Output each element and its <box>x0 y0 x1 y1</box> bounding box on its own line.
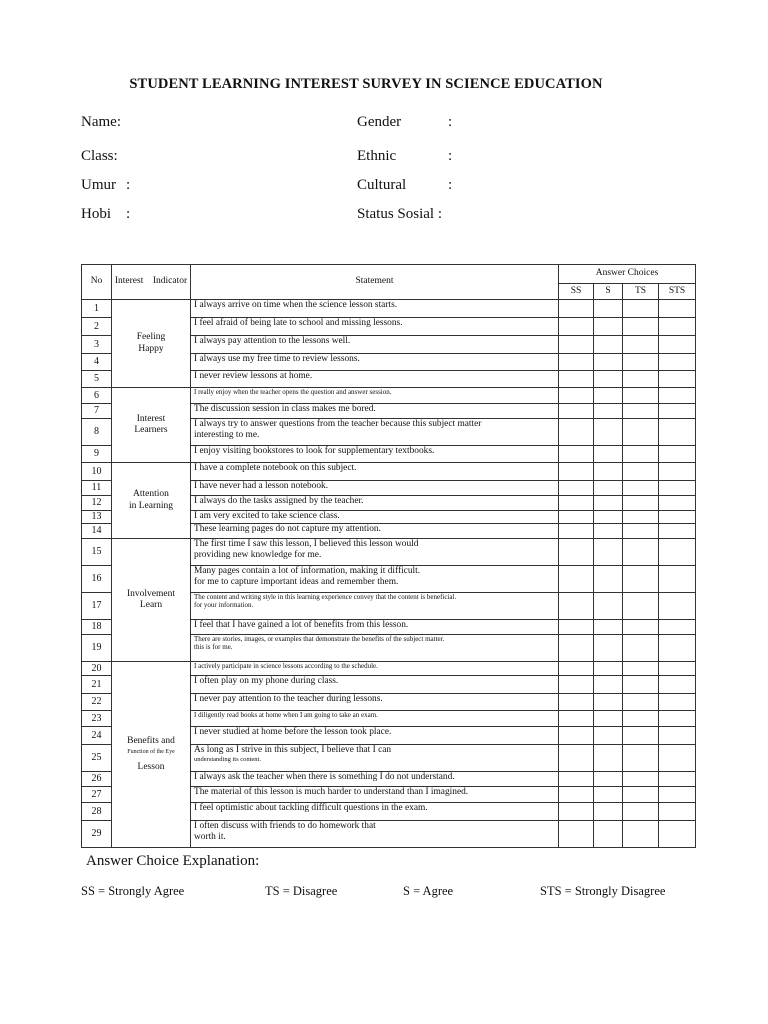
answer-cell-ts[interactable] <box>623 336 659 354</box>
answer-cell-sts[interactable] <box>659 745 696 772</box>
statement-text: I actively participate in science lessons according to the schedule. <box>194 662 378 670</box>
answer-cell-sts[interactable] <box>659 419 696 446</box>
answer-cell-ss[interactable] <box>559 354 594 371</box>
answer-cell-ts[interactable] <box>623 404 659 419</box>
statement-text: I feel afraid of being late to school and missing lessons. <box>194 318 403 328</box>
statement-cell <box>191 354 559 371</box>
statement-text: The material of this lesson is much harder to understand than I imagined. <box>194 787 469 797</box>
answer-cell-ss[interactable] <box>559 371 594 388</box>
indicator-label: Attention <box>133 489 169 500</box>
answer-cell-sts[interactable] <box>659 772 696 787</box>
answer-cell-ss[interactable] <box>559 318 594 336</box>
gender-colon: : <box>448 114 453 130</box>
indicator-cell <box>112 300 191 388</box>
answer-cell-sts[interactable] <box>659 463 696 481</box>
answer-cell-ts[interactable] <box>623 419 659 446</box>
answer-cell-s[interactable] <box>594 419 623 446</box>
answer-cell-ts[interactable] <box>623 463 659 481</box>
answer-cell-s[interactable] <box>594 635 623 662</box>
table-row <box>82 539 696 566</box>
answer-cell-ts[interactable] <box>623 711 659 727</box>
answer-cell-sts[interactable] <box>659 711 696 727</box>
indicator-cell <box>112 388 191 463</box>
hobi-colon: : <box>126 206 131 222</box>
statement-text: The content and writing style in this learning experience convey that the content is beneficial. <box>194 593 457 601</box>
row-number: 13 <box>82 511 112 524</box>
answer-cell-sts[interactable] <box>659 336 696 354</box>
row-number: 21 <box>82 676 112 694</box>
statement-text: I never review lessons at home. <box>194 371 313 381</box>
answer-cell-sts[interactable] <box>659 676 696 694</box>
row-number: 18 <box>82 620 112 635</box>
header-interest-indicator <box>112 265 191 300</box>
row-number: 16 <box>82 566 112 593</box>
row-number: 14 <box>82 524 112 539</box>
statement-text: The first time I saw this lesson, I believed this lesson would <box>194 539 419 549</box>
statement-cell <box>191 620 559 635</box>
answer-cell-s[interactable] <box>594 318 623 336</box>
statement-text: I often discuss with friends to do homework that <box>194 821 376 831</box>
row-number: 11 <box>82 481 112 496</box>
answer-cell-s[interactable] <box>594 772 623 787</box>
answer-cell-ts[interactable] <box>623 821 659 848</box>
statement-cell <box>191 511 559 524</box>
umur-label: Umur <box>81 177 116 193</box>
answer-cell-ss[interactable] <box>559 635 594 662</box>
answer-cell-sts[interactable] <box>659 566 696 593</box>
statement-cell <box>191 593 559 620</box>
statement-text: I really enjoy when the teacher opens the question and answer session. <box>194 388 392 396</box>
statement-text: I never pay attention to the teacher during lessons. <box>194 694 383 704</box>
answer-cell-s[interactable] <box>594 694 623 711</box>
row-number: 15 <box>82 539 112 566</box>
indicator-cell <box>112 539 191 662</box>
answer-cell-s[interactable] <box>594 566 623 593</box>
statement-text: These learning pages do not capture my attention. <box>194 524 381 534</box>
row-number: 19 <box>82 635 112 662</box>
statement-cell <box>191 745 559 772</box>
indicator-label: Learn <box>139 600 163 610</box>
indicator-cell <box>112 463 191 539</box>
cultural-colon: : <box>448 177 453 193</box>
answer-cell-ts[interactable] <box>623 620 659 635</box>
answer-cell-ss[interactable] <box>559 446 594 463</box>
statement-text: I always pay attention to the lessons well. <box>194 336 351 346</box>
answer-cell-ts[interactable] <box>623 446 659 463</box>
row-number: 22 <box>82 694 112 711</box>
header-no: No <box>82 265 112 300</box>
statement-cell <box>191 388 559 404</box>
statement-cell <box>191 446 559 463</box>
answer-cell-s[interactable] <box>594 662 623 676</box>
statement-cell <box>191 318 559 336</box>
row-number: 1 <box>82 300 112 318</box>
answer-cell-s[interactable] <box>594 803 623 821</box>
statement-text: I always arrive on time when the science lesson starts. <box>194 300 398 310</box>
answer-cell-s[interactable] <box>594 388 623 404</box>
answer-cell-ss[interactable] <box>559 463 594 481</box>
row-number: 26 <box>82 772 112 787</box>
answer-cell-ts[interactable] <box>623 593 659 620</box>
statement-text-continued: for me to capture important ideas and remember them. <box>194 577 399 588</box>
answer-cell-sts[interactable] <box>659 496 696 511</box>
answer-cell-ss[interactable] <box>559 772 594 787</box>
answer-cell-s[interactable] <box>594 524 623 539</box>
answer-cell-s[interactable] <box>594 821 623 848</box>
statement-text: I always ask the teacher when there is something I do not understand. <box>194 772 455 782</box>
answer-cell-ss[interactable] <box>559 300 594 318</box>
answer-cell-ts[interactable] <box>623 694 659 711</box>
answer-cell-sts[interactable] <box>659 635 696 662</box>
statement-cell <box>191 803 559 821</box>
table-row <box>82 300 696 318</box>
statement-cell <box>191 566 559 593</box>
answer-cell-ts[interactable] <box>623 787 659 803</box>
explanation-s: S = Agree <box>403 884 454 898</box>
explanation-sts: STS = Strongly Disagree <box>540 884 666 898</box>
answer-cell-s[interactable] <box>594 371 623 388</box>
answer-cell-sts[interactable] <box>659 821 696 848</box>
answer-cell-sts[interactable] <box>659 662 696 676</box>
answer-cell-ss[interactable] <box>559 419 594 446</box>
header-answer-choices: Answer Choices <box>559 265 696 284</box>
header-interest: Interest <box>114 276 144 287</box>
answer-cell-ts[interactable] <box>623 300 659 318</box>
answer-cell-ts[interactable] <box>623 772 659 787</box>
answer-cell-ts[interactable] <box>623 318 659 336</box>
row-number: 6 <box>82 388 112 404</box>
statement-text: I feel optimistic about tackling difficult questions in the exam. <box>194 803 428 813</box>
answer-cell-sts[interactable] <box>659 404 696 419</box>
ethnic-colon: : <box>448 148 453 164</box>
statement-cell <box>191 727 559 745</box>
cultural-label: Cultural <box>357 177 407 193</box>
statement-cell <box>191 419 559 446</box>
answer-cell-ss[interactable] <box>559 676 594 694</box>
statement-cell <box>191 300 559 318</box>
answer-cell-s[interactable] <box>594 496 623 511</box>
answer-cell-s[interactable] <box>594 676 623 694</box>
answer-cell-sts[interactable] <box>659 593 696 620</box>
answer-cell-ss[interactable] <box>559 566 594 593</box>
answer-cell-ss[interactable] <box>559 336 594 354</box>
answer-cell-sts[interactable] <box>659 354 696 371</box>
hobi-label: Hobi <box>81 206 111 222</box>
answer-cell-ts[interactable] <box>623 371 659 388</box>
answer-cell-sts[interactable] <box>659 371 696 388</box>
statement-cell <box>191 404 559 419</box>
indicator-label: Function of the Eye <box>127 749 175 756</box>
answer-cell-ss[interactable] <box>559 711 594 727</box>
answer-cell-s[interactable] <box>594 481 623 496</box>
row-number: 24 <box>82 727 112 745</box>
answer-cell-s[interactable] <box>594 593 623 620</box>
survey-title: STUDENT LEARNING INTEREST SURVEY IN SCIENCE EDUCATION <box>129 76 603 92</box>
explanation-title: Answer Choice Explanation: <box>86 853 260 869</box>
statement-text: I have never had a lesson notebook. <box>194 481 329 491</box>
table-row <box>82 463 696 481</box>
statement-text: I always try to answer questions from the teacher because this subject matter <box>194 419 482 429</box>
row-number: 17 <box>82 593 112 620</box>
statement-text: There are stories, images, or examples that demonstrate the benefits of the subject matter. <box>194 635 445 643</box>
answer-cell-sts[interactable] <box>659 694 696 711</box>
indicator-label: Involvement <box>126 588 175 599</box>
class-label: Class: <box>81 148 118 164</box>
survey-table <box>81 264 696 848</box>
statement-text: I always use my free time to review lessons. <box>194 354 360 364</box>
answer-cell-s[interactable] <box>594 620 623 635</box>
answer-cell-ss[interactable] <box>559 388 594 404</box>
answer-cell-ts[interactable] <box>623 662 659 676</box>
answer-cell-ss[interactable] <box>559 539 594 566</box>
statement-text: I often play on my phone during class. <box>194 676 339 686</box>
statement-text: I enjoy visiting bookstores to look for supplementary textbooks. <box>194 446 435 456</box>
row-number: 10 <box>82 463 112 481</box>
answer-cell-ss[interactable] <box>559 694 594 711</box>
umur-colon: : <box>126 177 131 193</box>
row-number: 27 <box>82 787 112 803</box>
statement-cell <box>191 694 559 711</box>
answer-cell-sts[interactable] <box>659 803 696 821</box>
answer-cell-s[interactable] <box>594 404 623 419</box>
answer-cell-s[interactable] <box>594 511 623 524</box>
name-label: Name: <box>81 114 121 130</box>
answer-cell-ts[interactable] <box>623 524 659 539</box>
row-number: 8 <box>82 419 112 446</box>
answer-cell-ts[interactable] <box>623 481 659 496</box>
answer-cell-ts[interactable] <box>623 539 659 566</box>
row-number: 3 <box>82 336 112 354</box>
statement-cell <box>191 821 559 848</box>
row-number: 4 <box>82 354 112 371</box>
status-sosial-label: Status Sosial : <box>357 206 443 222</box>
answer-cell-ts[interactable] <box>623 388 659 404</box>
answer-cell-ss[interactable] <box>559 727 594 745</box>
answer-cell-sts[interactable] <box>659 620 696 635</box>
answer-cell-s[interactable] <box>594 463 623 481</box>
indicator-cell <box>112 662 191 848</box>
statement-text-continued: providing new knowledge for me. <box>194 550 322 561</box>
answer-cell-ss[interactable] <box>559 511 594 524</box>
answer-cell-s[interactable] <box>594 711 623 727</box>
answer-cell-s[interactable] <box>594 336 623 354</box>
answer-cell-sts[interactable] <box>659 318 696 336</box>
statement-text-continued: interesting to me. <box>194 430 260 441</box>
statement-text-continued: this is for me. <box>194 643 233 652</box>
row-number: 20 <box>82 662 112 676</box>
statement-cell <box>191 496 559 511</box>
statement-cell <box>191 787 559 803</box>
answer-cell-sts[interactable] <box>659 481 696 496</box>
answer-cell-ss[interactable] <box>559 524 594 539</box>
statement-text-continued: worth it. <box>194 832 226 843</box>
answer-cell-ts[interactable] <box>623 676 659 694</box>
indicator-label: in Learning <box>128 500 174 511</box>
answer-cell-s[interactable] <box>594 727 623 745</box>
header-statement: Statement <box>191 265 559 300</box>
row-number: 5 <box>82 371 112 388</box>
header-indicator: Indicator <box>152 276 188 287</box>
answer-cell-s[interactable] <box>594 354 623 371</box>
answer-cell-s[interactable] <box>594 446 623 463</box>
row-number: 29 <box>82 821 112 848</box>
answer-cell-sts[interactable] <box>659 300 696 318</box>
row-number: 23 <box>82 711 112 727</box>
statement-text-continued: understanding its content. <box>194 756 261 764</box>
indicator-label: Interest <box>136 413 166 424</box>
explanation-ts: TS = Disagree <box>265 884 338 898</box>
statement-text: I never studied at home before the lesson took place. <box>194 727 392 737</box>
statement-text: I diligently read books at home when I am going to take an exam. <box>194 711 378 719</box>
answer-cell-ts[interactable] <box>623 727 659 745</box>
row-number: 28 <box>82 803 112 821</box>
row-number: 2 <box>82 318 112 336</box>
answer-cell-ss[interactable] <box>559 496 594 511</box>
statement-text: I feel that I have gained a lot of benefits from this lesson. <box>194 620 409 630</box>
statement-cell <box>191 676 559 694</box>
answer-cell-ts[interactable] <box>623 745 659 772</box>
statement-text: As long as I strive in this subject, I believe that I can <box>194 745 392 755</box>
answer-cell-ts[interactable] <box>623 354 659 371</box>
header-choice-s: S <box>594 284 623 300</box>
statement-cell <box>191 635 559 662</box>
answer-cell-sts[interactable] <box>659 446 696 463</box>
answer-cell-sts[interactable] <box>659 388 696 404</box>
answer-cell-s[interactable] <box>594 300 623 318</box>
statement-cell <box>191 524 559 539</box>
statement-text: I have a complete notebook on this subject. <box>194 463 357 473</box>
statement-text: The discussion session in class makes me bored. <box>194 404 376 414</box>
answer-cell-ts[interactable] <box>623 635 659 662</box>
answer-cell-ts[interactable] <box>623 803 659 821</box>
row-number: 12 <box>82 496 112 511</box>
indicator-label: Learners <box>134 425 168 435</box>
answer-cell-s[interactable] <box>594 539 623 566</box>
row-number: 9 <box>82 446 112 463</box>
answer-cell-sts[interactable] <box>659 511 696 524</box>
statement-text: I am very excited to take science class. <box>194 511 340 521</box>
indicator-label: Happy <box>138 343 164 354</box>
answer-cell-ts[interactable] <box>623 496 659 511</box>
table-row <box>82 388 696 404</box>
statement-cell <box>191 711 559 727</box>
answer-cell-ss[interactable] <box>559 821 594 848</box>
answer-cell-sts[interactable] <box>659 787 696 803</box>
explanation-ss: SS = Strongly Agree <box>81 884 185 898</box>
indicator-label: Benefits and <box>127 736 175 747</box>
answer-cell-ss[interactable] <box>559 745 594 772</box>
answer-cell-ss[interactable] <box>559 803 594 821</box>
answer-cell-sts[interactable] <box>659 727 696 745</box>
ethnic-label: Ethnic <box>357 148 397 164</box>
answer-cell-ss[interactable] <box>559 787 594 803</box>
row-number: 7 <box>82 404 112 419</box>
indicator-label: Feeling <box>136 332 166 343</box>
gender-label: Gender <box>357 114 402 130</box>
statement-cell <box>191 336 559 354</box>
row-number: 25 <box>82 745 112 772</box>
statement-text-continued: for your information. <box>194 601 254 610</box>
statement-cell <box>191 539 559 566</box>
statement-cell <box>191 481 559 496</box>
indicator-label: Lesson <box>137 761 165 772</box>
statement-cell <box>191 371 559 388</box>
header-choice-sts: STS <box>659 284 696 300</box>
answer-cell-ss[interactable] <box>559 404 594 419</box>
header-choice-ts: TS <box>623 284 659 300</box>
answer-cell-ts[interactable] <box>623 566 659 593</box>
statement-cell <box>191 662 559 676</box>
answer-cell-ts[interactable] <box>623 511 659 524</box>
answer-cell-ss[interactable] <box>559 662 594 676</box>
answer-cell-s[interactable] <box>594 745 623 772</box>
statement-cell <box>191 463 559 481</box>
answer-cell-sts[interactable] <box>659 524 696 539</box>
answer-cell-ss[interactable] <box>559 593 594 620</box>
statement-text: Many pages contain a lot of information, making it difficult. <box>194 566 421 576</box>
statement-cell <box>191 772 559 787</box>
statement-text: I always do the tasks assigned by the teacher. <box>194 496 364 506</box>
answer-cell-ss[interactable] <box>559 481 594 496</box>
answer-cell-s[interactable] <box>594 787 623 803</box>
header-choice-ss: SS <box>559 284 594 300</box>
table-row <box>82 662 696 676</box>
answer-cell-ss[interactable] <box>559 620 594 635</box>
answer-cell-sts[interactable] <box>659 539 696 566</box>
